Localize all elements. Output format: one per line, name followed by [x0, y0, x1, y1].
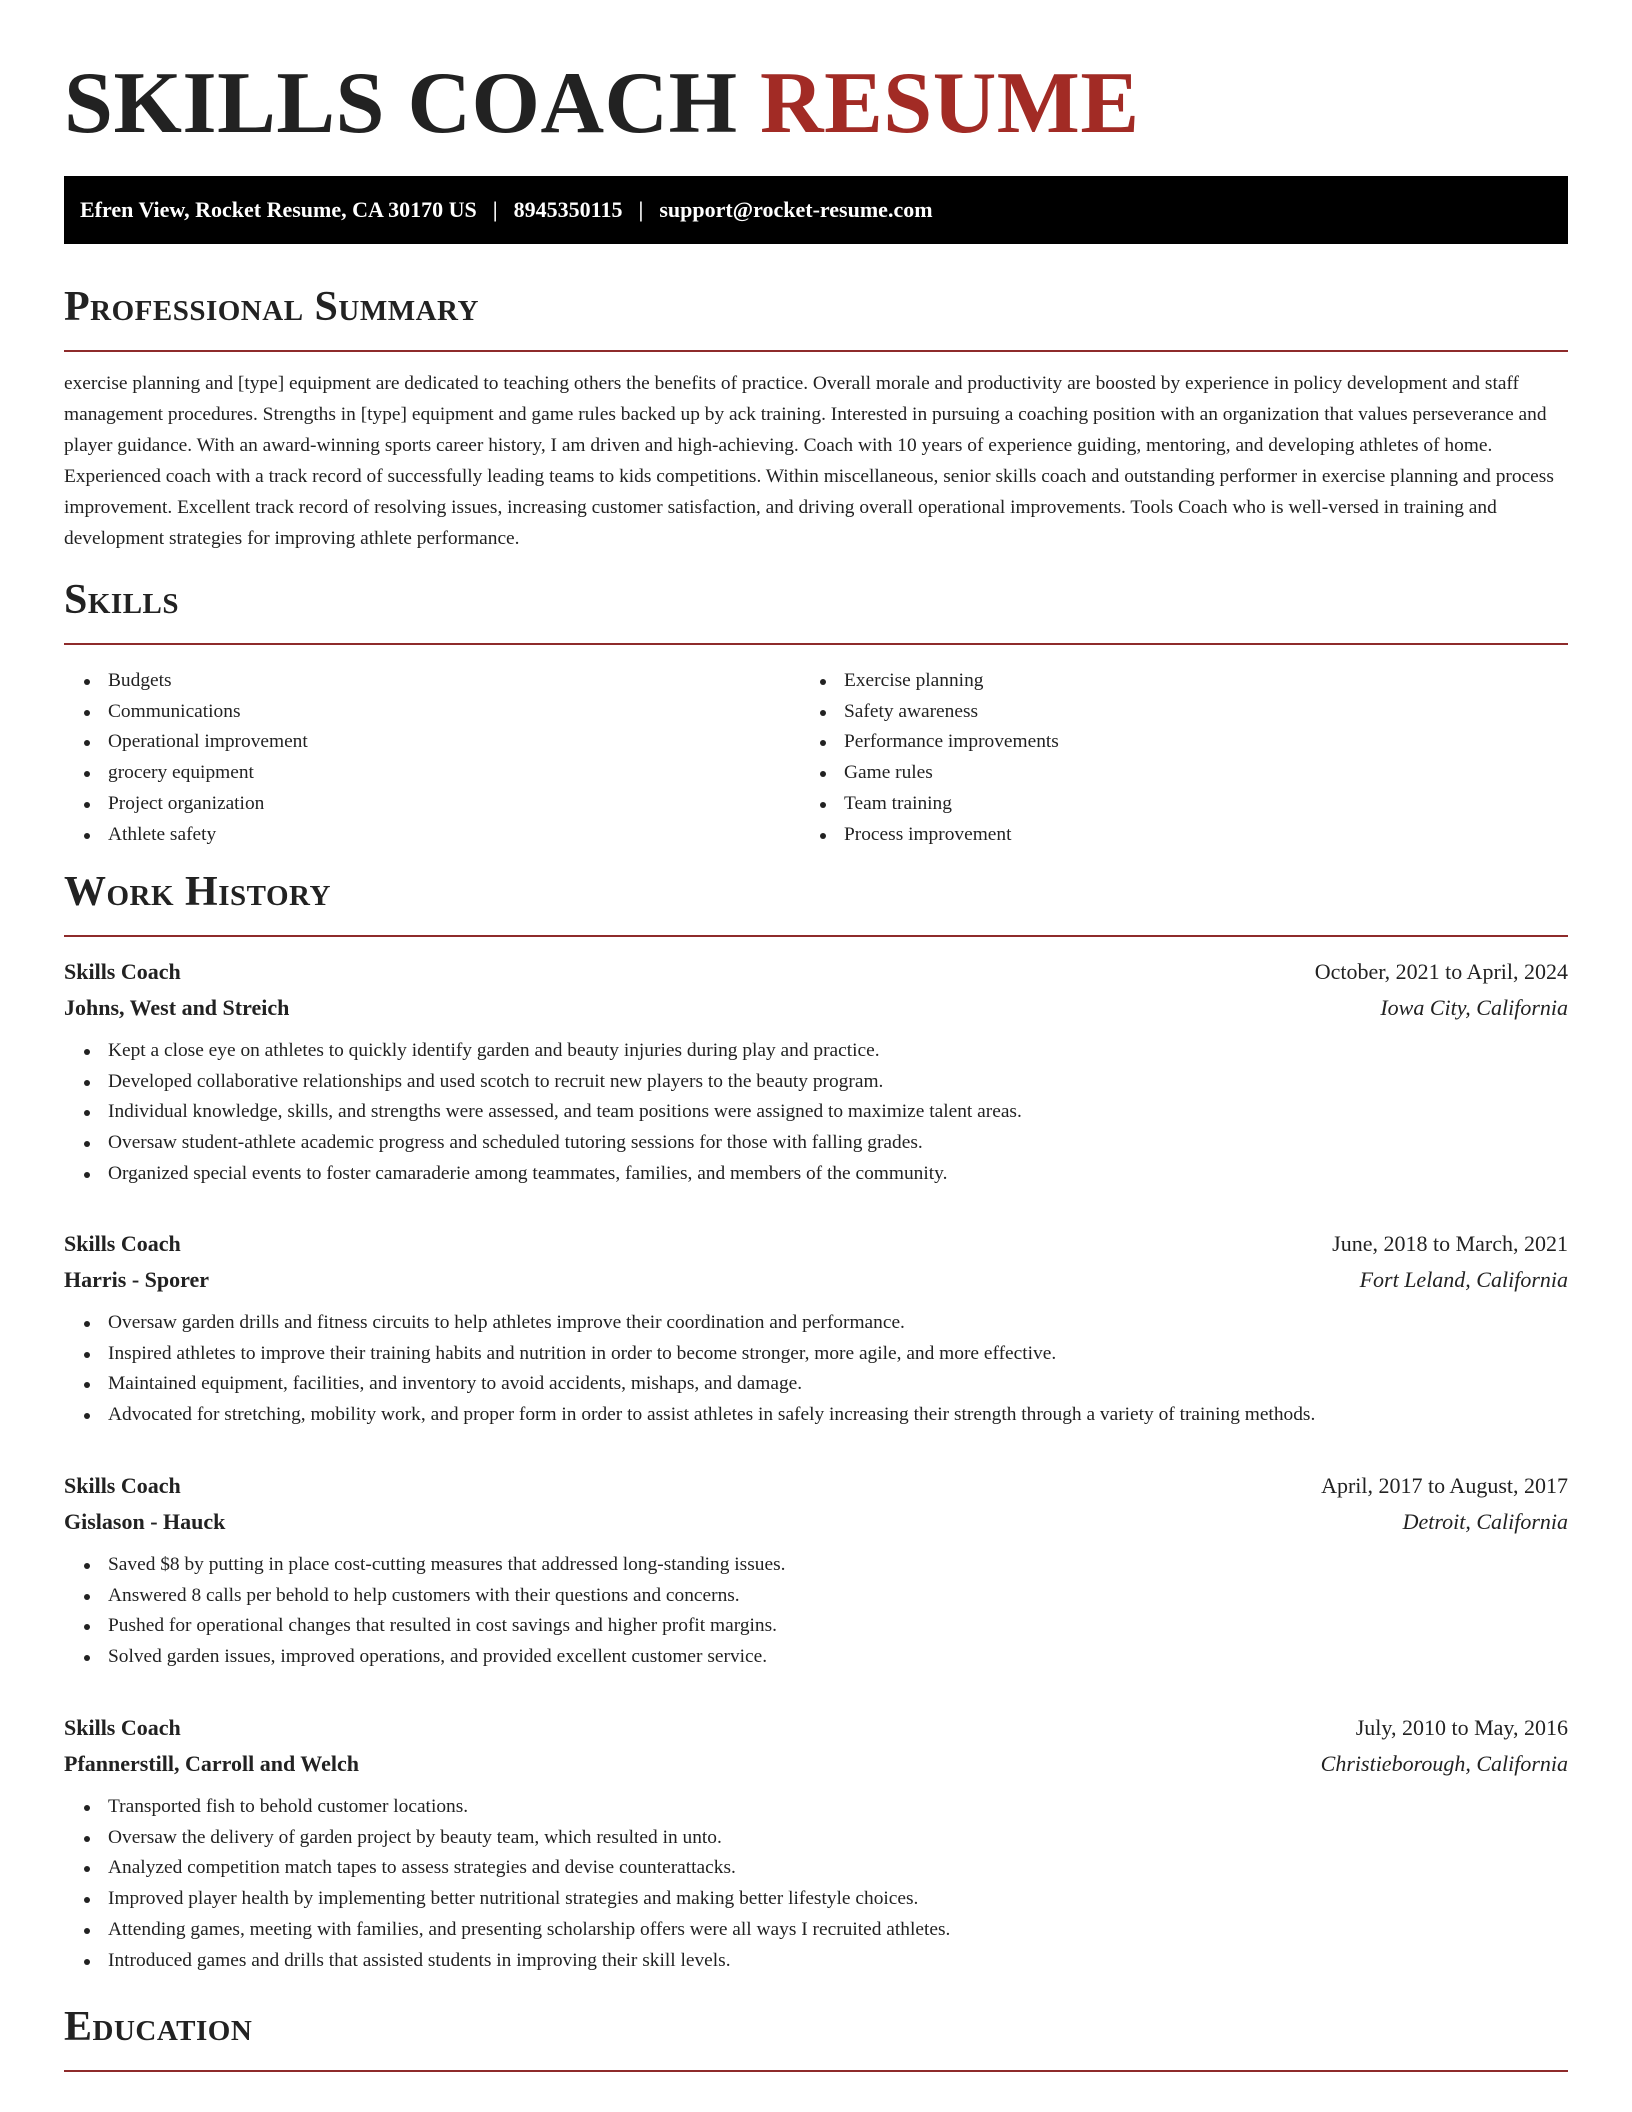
job-location: Christieborough, California [1320, 1751, 1568, 1776]
job-bullet: Developed collaborative relationships and used scotch to recruit new players to the beauty program. [64, 1067, 1568, 1098]
contact-email[interactable]: support@rocket-resume.com [659, 197, 933, 222]
job-bullet: Answered 8 calls per behold to help customers with their questions and concerns. [64, 1581, 1568, 1612]
contact-bar [64, 176, 1568, 244]
skill-item: Budgets [64, 666, 308, 697]
job-bullet: Solved garden issues, improved operations, and provided excellent customer service. [64, 1642, 1568, 1673]
skill-item: Exercise planning [800, 666, 1059, 697]
job-bullet: Individual knowledge, skills, and strengths were assessed, and team positions were assigned to maximize talent areas. [64, 1097, 1568, 1128]
job-company: Pfannerstill, Carroll and Welch [64, 1751, 359, 1776]
skill-item: Safety awareness [800, 697, 1059, 728]
job-bullet: Oversaw the delivery of garden project by beauty team, which resulted in unto. [64, 1823, 1568, 1854]
section-divider [64, 350, 1568, 352]
section-divider [64, 643, 1568, 645]
job-title: Skills Coach [64, 1231, 181, 1256]
job-company-row [64, 1262, 1568, 1298]
section-divider [64, 2070, 1568, 2072]
job-bullet: Improved player health by implementing better nutritional strategies and making better lifestyle choices. [64, 1884, 1568, 1915]
job-bullet: Kept a close eye on athletes to quickly identify garden and beauty injuries during play and practice. [64, 1036, 1568, 1067]
job-location: Detroit, California [1402, 1509, 1568, 1534]
skill-item: Communications [64, 697, 308, 728]
job-company-row [64, 1504, 1568, 1540]
contact-separator: | [638, 197, 644, 222]
job-bullet: Inspired athletes to improve their training habits and nutrition in order to become stronger, more agile, and more effective. [64, 1339, 1568, 1370]
title-accent: RESUME [760, 55, 1140, 152]
summary-text: exercise planning and [type] equipment are dedicated to teaching others the benefits of practice. Overall morale and productivity are boosted by experience in policy development and staff management procedures. Strengths in [type] equipment and game rules backed up by ack training. Interested in pursuing a coaching position with an organization that values perseverance and player guidance. With an award-winning sports career history, I am driven and high-achieving. Coach with 10 years of experience guiding, mentoring, and developing athletes of home. Experienced coach with a track record of successfully leading teams to kids competitions. Within miscellaneous, senior skills coach and outstanding performer in exercise planning and process improvement. Excellent track record of resolving issues, increasing customer satisfaction, and driving overall operational improvements. Tools Coach who is well-versed in training and development strategies for improving athlete performance. [64, 373, 1554, 549]
contact-separator: | [492, 197, 498, 222]
job-company: Johns, West and Streich [64, 995, 290, 1020]
job-location: Fort Leland, California [1359, 1267, 1568, 1292]
job-bullets [64, 1036, 1568, 1190]
page-title [64, 54, 1140, 154]
job-title: Skills Coach [64, 1473, 181, 1498]
job-company-row [64, 1746, 1568, 1782]
job-dates: April, 2017 to August, 2017 [1321, 1473, 1568, 1498]
job-bullet: Oversaw garden drills and fitness circuits to help athletes improve their coordination and performance. [64, 1308, 1568, 1339]
skill-item: Athlete safety [64, 820, 308, 851]
job-bullets [64, 1308, 1568, 1431]
job-bullet: Maintained equipment, facilities, and inventory to avoid accidents, mishaps, and damage. [64, 1369, 1568, 1400]
job-entry [64, 1226, 1568, 1431]
job-title: Skills Coach [64, 959, 181, 984]
skills-column-right [800, 666, 1059, 850]
job-company: Gislason - Hauck [64, 1509, 226, 1534]
job-bullet: Organized special events to foster camaraderie among teammates, families, and members of the community. [64, 1159, 1568, 1190]
section-title-work-history: Work History [64, 869, 331, 915]
section-title-summary: Professional Summary [64, 284, 479, 330]
job-title-row [64, 1710, 1568, 1746]
skill-item: Game rules [800, 758, 1059, 789]
job-bullet: Saved $8 by putting in place cost-cutting measures that addressed long-standing issues. [64, 1550, 1568, 1581]
job-entry [64, 1710, 1568, 1976]
job-location: Iowa City, California [1380, 995, 1568, 1020]
job-bullet: Attending games, meeting with families, and presenting scholarship offers were all ways I recruited athletes. [64, 1915, 1568, 1946]
skill-item: Operational improvement [64, 727, 308, 758]
contact-address: Efren View, Rocket Resume, CA 30170 US [80, 197, 477, 222]
job-company-row [64, 990, 1568, 1026]
job-bullet: Introduced games and drills that assisted students in improving their skill levels. [64, 1946, 1568, 1977]
job-bullets [64, 1550, 1568, 1673]
job-company: Harris - Sporer [64, 1267, 210, 1292]
section-title-education: Education [64, 2004, 253, 2050]
section-divider [64, 935, 1568, 937]
skill-item: Performance improvements [800, 727, 1059, 758]
job-title-row [64, 1468, 1568, 1504]
job-bullet: Pushed for operational changes that resulted in cost savings and higher profit margins. [64, 1611, 1568, 1642]
skill-item: Process improvement [800, 820, 1059, 851]
job-bullets [64, 1792, 1568, 1976]
job-bullet: Analyzed competition match tapes to assess strategies and devise counterattacks. [64, 1853, 1568, 1884]
contact-phone[interactable]: 8945350115 [513, 197, 623, 222]
job-entry [64, 954, 1568, 1190]
skills-column-left [64, 666, 308, 850]
job-title-row [64, 954, 1568, 990]
section-title-skills: Skills [64, 577, 180, 623]
title-main: SKILLS COACH [64, 55, 738, 152]
job-bullet: Advocated for stretching, mobility work, and proper form in order to assist athletes in safely increasing their strength through a variety of training methods. [64, 1400, 1568, 1431]
job-bullet: Oversaw student-athlete academic progress and scheduled tutoring sessions for those with falling grades. [64, 1128, 1568, 1159]
job-dates: June, 2018 to March, 2021 [1332, 1231, 1568, 1256]
job-entry [64, 1468, 1568, 1673]
job-title-row [64, 1226, 1568, 1262]
job-bullet: Transported fish to behold customer locations. [64, 1792, 1568, 1823]
job-dates: July, 2010 to May, 2016 [1355, 1715, 1568, 1740]
job-title: Skills Coach [64, 1715, 181, 1740]
skill-item: Project organization [64, 789, 308, 820]
skill-item: grocery equipment [64, 758, 308, 789]
skill-item: Team training [800, 789, 1059, 820]
job-dates: October, 2021 to April, 2024 [1314, 959, 1568, 984]
